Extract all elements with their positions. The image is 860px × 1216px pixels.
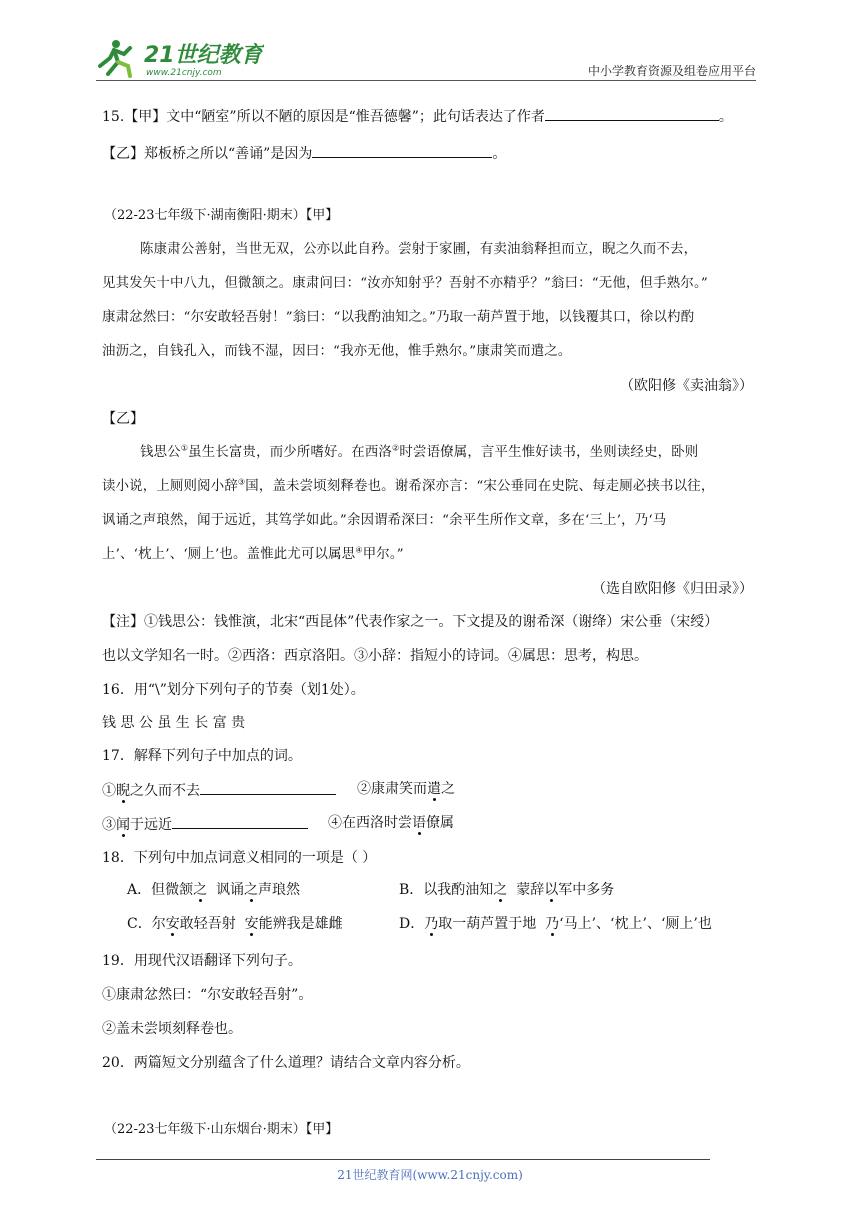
passage-yi-line [102, 546, 404, 564]
dotted-word: 之 [193, 882, 208, 898]
question-15-line1 [102, 106, 733, 126]
yi-text: 国，盖未尝顷刻释卷也。谢希深亦言：“宋公垂同在史院、每走厕必挟书以往， [245, 479, 715, 494]
item-num: ③ [102, 817, 116, 833]
question-17-item-3 [102, 814, 308, 834]
option-text: 能辨我是雄雌 [258, 916, 343, 932]
yi-text: 甲尔。” [362, 547, 404, 562]
passage-yi-line: 讽诵之声琅然，闻于远近，其笃学如此。”余因谓希深曰：“余平生所作文章，多在‘三上’，乃‘马 [102, 513, 667, 528]
option-c[interactable] [127, 915, 343, 933]
option-d[interactable] [399, 915, 712, 933]
option-text: 蒙辞 [507, 882, 545, 898]
question-17-prompt: 17．解释下列句子中加点的词。 [102, 748, 302, 764]
question-17-item-2 [357, 780, 455, 798]
dotted-word: 之 [244, 882, 259, 898]
passage-yi-source: （选自欧阳修《归田录》） [592, 581, 753, 597]
dotted-word: 遣 [427, 781, 441, 797]
section-source-2: （22-23七年级下·山东烟台·期末）【甲】 [104, 1122, 339, 1137]
option-a[interactable] [127, 881, 300, 899]
option-text: 军中多务 [558, 882, 615, 898]
dotted-word: 乃 [424, 916, 439, 932]
logo-url: www.21cnjy.com [146, 68, 222, 78]
yi-text: 虽生长富贵，而少所嗜好。在西洛 [188, 445, 393, 460]
q15-text-2: 【乙】郑板桥之所以“善诵”是因为 [102, 146, 313, 162]
answer-blank[interactable] [172, 814, 308, 829]
yi-text: 钱思公 [140, 445, 181, 460]
option-text: A．但微颔 [127, 882, 194, 898]
notes-line: 【注】①钱思公：钱惟演，北宋“西昆体”代表作家之一。下文提及的谢希深（谢绛）宋公垂（宋绶） [102, 614, 719, 630]
footer-text[interactable]: 21世纪教育网(www.21cnjy.com) [337, 1168, 523, 1182]
question-15-line2 [102, 143, 506, 163]
dotted-word: 安 [244, 916, 259, 932]
question-17-item-4 [328, 814, 454, 832]
answer-blank[interactable] [200, 780, 336, 795]
question-19-sentence-1: ①康肃忿然曰：“尔安敢轻吾射”。 [102, 987, 313, 1003]
question-16-sentence: 钱 思 公 虽 生 长 富 贵 [102, 715, 246, 731]
item-text: 僚属 [426, 815, 454, 831]
yi-text: 时尝语僚属，言平生惟好读书，坐则读经史，卧则 [399, 445, 699, 460]
option-text: ‘马上’、‘枕上’、‘厕上’也 [559, 916, 712, 932]
question-19-sentence-2: ②盖未尝顷刻释卷也。 [102, 1021, 242, 1037]
answer-blank[interactable] [545, 106, 719, 121]
q15-end-2: 。 [492, 146, 507, 162]
item-text: ②康肃笑而 [357, 781, 427, 797]
q15-end: 。 [718, 109, 733, 125]
answer-blank[interactable] [312, 143, 492, 158]
yi-text: 读小说，上厕则阅小辞 [102, 479, 238, 494]
footnote-mark: ④ [355, 545, 363, 555]
logo-text: 21世纪教育 [144, 43, 263, 68]
passage-yi-line [140, 444, 698, 462]
option-text: 敢轻吾射 [179, 916, 245, 932]
dotted-word: 语 [412, 815, 426, 831]
dotted-word: 安 [165, 916, 180, 932]
passage-yi-line [102, 478, 714, 496]
passage-jia-line: 见其发矢十中八九，但微颔之。康肃问曰：“汝亦知射乎？吾射不亦精乎？”翁曰：“无他，但手熟尔。” [102, 276, 708, 291]
option-text: B．以我酌油知 [399, 882, 494, 898]
item-num: ① [102, 783, 116, 799]
footnote-mark: ③ [237, 477, 246, 487]
site-logo [94, 36, 264, 80]
footer-divider [96, 1159, 710, 1160]
question-20-prompt: 20．两篇短文分别蕴含了什么道理？请结合文章内容分析。 [102, 1055, 470, 1071]
option-text: 声琅然 [258, 882, 301, 898]
yi-text: 上’、‘枕上’、‘厕上’也。盖惟此尤可以属思 [102, 547, 356, 562]
question-18-prompt: 18．下列句中加点词意义相同的一项是（ ） [102, 850, 377, 866]
dotted-word: 以 [544, 882, 559, 898]
passage-yi-label: 【乙】 [102, 411, 144, 427]
q15-text: 15.【甲】文中“陋室”所以不陋的原因是“惟吾德馨”；此句话表达了作者 [102, 109, 545, 125]
passage-jia-line: 油沥之，自钱孔入，而钱不湿，因曰：“我亦无他，惟手熟尔。”康肃笑而遣之。 [102, 344, 572, 359]
passage-jia-line: 康肃忿然曰：“尔安敢轻吾射！”翁曰：“以我酌油知之。”乃取一葫芦置于地，以钱覆其口，徐以杓酌 [102, 310, 695, 325]
header-divider [96, 80, 756, 81]
option-text: C．尔 [127, 916, 166, 932]
item-text: 之久而不去 [130, 783, 200, 799]
passage-jia-source: （欧阳修《卖油翁》） [620, 378, 753, 394]
option-b[interactable] [399, 881, 614, 899]
dotted-word: 之 [493, 882, 508, 898]
notes-line: 也以文学知名一时。②西洛：西京洛阳。③小辞：指短小的诗词。④属思：思考，构思。 [102, 648, 648, 664]
question-17-item-1 [102, 780, 336, 800]
dotted-word: 睨 [116, 783, 130, 799]
question-19-prompt: 19．用现代汉语翻译下列句子。 [102, 953, 302, 969]
footnote-mark: ② [392, 443, 400, 453]
item-text: ④在西洛时尝 [328, 815, 412, 831]
option-text: 取一葫芦置于地 [438, 916, 546, 932]
footnote-mark: ① [180, 443, 189, 453]
dotted-word: 乃 [545, 916, 560, 932]
option-text: D． [399, 916, 425, 932]
passage-jia-line: 陈康肃公善射，当世无双，公亦以此自矜。尝射于家圃，有卖油翁释担而立，睨之久而不去， [140, 242, 698, 257]
item-text: 于远近 [130, 817, 172, 833]
question-16-prompt: 16．用“\”划分下列句子的节奏（划1处）。 [102, 682, 365, 698]
dotted-word: 闻 [116, 817, 130, 833]
item-text: 之 [441, 781, 455, 797]
platform-name: 中小学教育资源及组卷应用平台 [587, 64, 756, 78]
option-text: 讽诵 [207, 882, 245, 898]
runner-icon [100, 40, 130, 76]
section-source: （22-23七年级下·湖南衡阳·期末）【甲】 [104, 208, 339, 223]
